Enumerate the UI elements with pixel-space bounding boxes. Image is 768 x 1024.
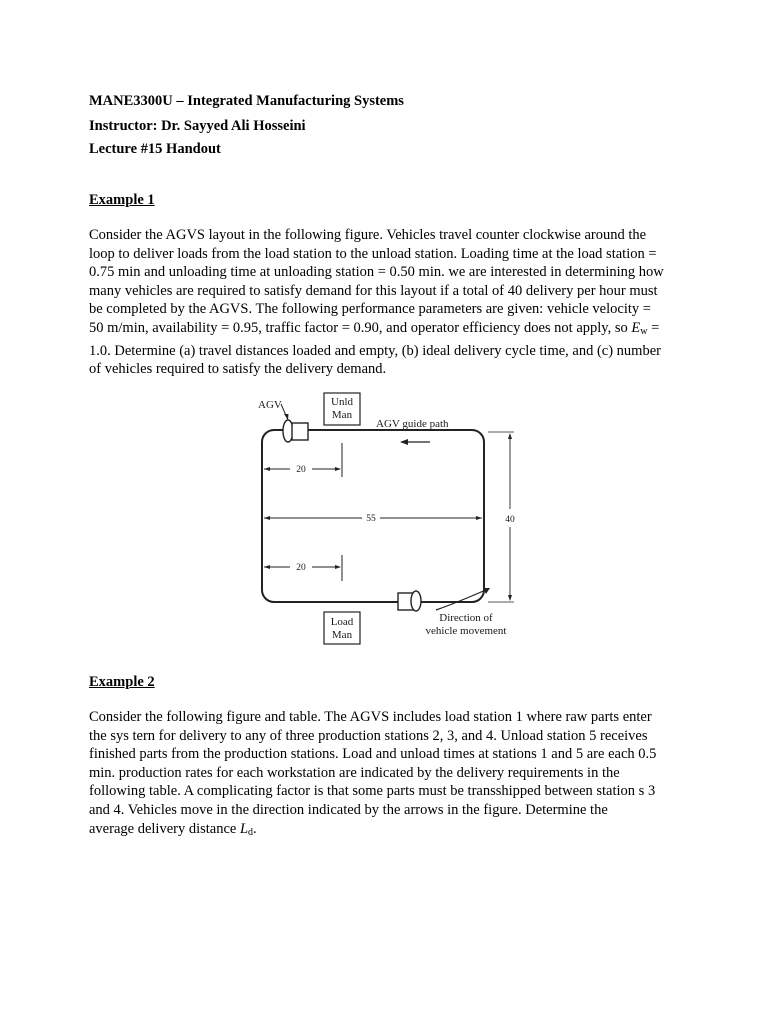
dim-top-20-arrow-left (264, 467, 270, 471)
agv-pointer-arrowhead (284, 414, 289, 420)
dim-55-label: 55 (366, 514, 376, 524)
load-label-line1: Load (330, 616, 354, 628)
agv-label: AGV (258, 399, 282, 411)
course-title: MANE3300U – Integrated Manufacturing Systems (89, 93, 404, 109)
direction-label-line2: vehicle movement (425, 625, 507, 637)
example-1-line-text: 50 m/min, availability = 0.95, traffic factor = 0.90, and operator efficiency does not apply, so (89, 319, 632, 336)
example-1-line: many vehicles are required to satisfy demand for this layout if a total of 40 delivery per hour must (89, 282, 658, 299)
example-1-line: be completed by the AGVS. The following performance parameters are given: vehicle velocity = (89, 301, 651, 318)
load-label-line2: Man (331, 629, 353, 641)
example-2-line-ld (89, 820, 681, 843)
agvs-layout-figure (250, 385, 530, 653)
example-2-line: Consider the following figure and table. The AGVS includes load station 1 where raw parts enter (89, 709, 652, 725)
dim-bottom-20-label: 20 (296, 563, 306, 573)
example-2-line: the sys tern for delivery to any of three production stations 2, 3, and 4. Unload station 5 receives (89, 727, 648, 744)
dim-40-arrow-bottom (508, 595, 512, 601)
agv-vehicle-icon (283, 420, 308, 442)
dim-bottom-20-arrow-left (264, 565, 270, 569)
dim-55-arrow-left (264, 516, 270, 520)
example-2-title: Example 2 (89, 674, 155, 690)
example-1-line: Consider the AGVS layout in the following figure. Vehicles travel counter clockwise around the (89, 227, 647, 243)
example-1-line: of vehicles required to satisfy the delivery demand. (89, 361, 387, 378)
ew-equals: = (647, 319, 660, 336)
example-1-line: 0.75 min and unloading time at unloading station = 0.50 min. we are interested in determining how (89, 264, 664, 281)
ew-subscript: w (640, 325, 648, 337)
unload-label-line1: Unld (331, 396, 353, 408)
dim-bottom-20-arrow-right (335, 565, 341, 569)
example-1-title: Example 1 (89, 192, 155, 208)
ld-subscript: d (248, 826, 254, 838)
unload-label-line2: Man (331, 409, 353, 421)
agvs-layout-diagram (250, 385, 530, 653)
dim-40-arrow-top (508, 433, 512, 439)
lecture-line: Lecture #15 Handout (89, 141, 221, 157)
direction-label-line1: Direction of (439, 612, 493, 624)
ew-symbol: E (631, 319, 641, 336)
example-1-line: loop to deliver loads from the load station to the unload station. Loading time at the load station = (89, 245, 657, 262)
guide-path-arrowhead (400, 439, 408, 445)
example-2-last-prefix: average delivery distance (89, 820, 240, 837)
example-1-line-ew (89, 319, 681, 342)
example-2-line: finished parts from the production stations. Load and unload times at stations 1 and 5 are each 0.5 (89, 746, 657, 763)
example-2-line: following table. A complicating factor is that some parts must be transshipped between station s 3 (89, 783, 656, 800)
dim-top-20-arrow-right (335, 467, 341, 471)
example-1-paragraph (89, 226, 681, 379)
agv-vehicle-bottom-icon (398, 591, 421, 611)
dim-40-label: 40 (505, 515, 515, 525)
example-1-line: 1.0. Determine (a) travel distances loaded and empty, (b) ideal delivery cycle time, and (c) number (89, 342, 661, 359)
example-2-last-suffix: . (253, 820, 257, 837)
example-2-line: and 4. Vehicles move in the direction indicated by the arrows in the figure. Determine the (89, 801, 608, 818)
dim-top-20-label: 20 (296, 465, 306, 475)
instructor-line: Instructor: Dr. Sayyed Ali Hosseini (89, 118, 306, 134)
example-2-line: min. production rates for each workstation are indicated by the delivery requirements in the (89, 764, 620, 781)
guide-path-label: AGV guide path (376, 418, 449, 430)
example-2-paragraph (89, 708, 681, 842)
dim-55-arrow-right (476, 516, 482, 520)
ld-symbol: L (239, 820, 249, 837)
